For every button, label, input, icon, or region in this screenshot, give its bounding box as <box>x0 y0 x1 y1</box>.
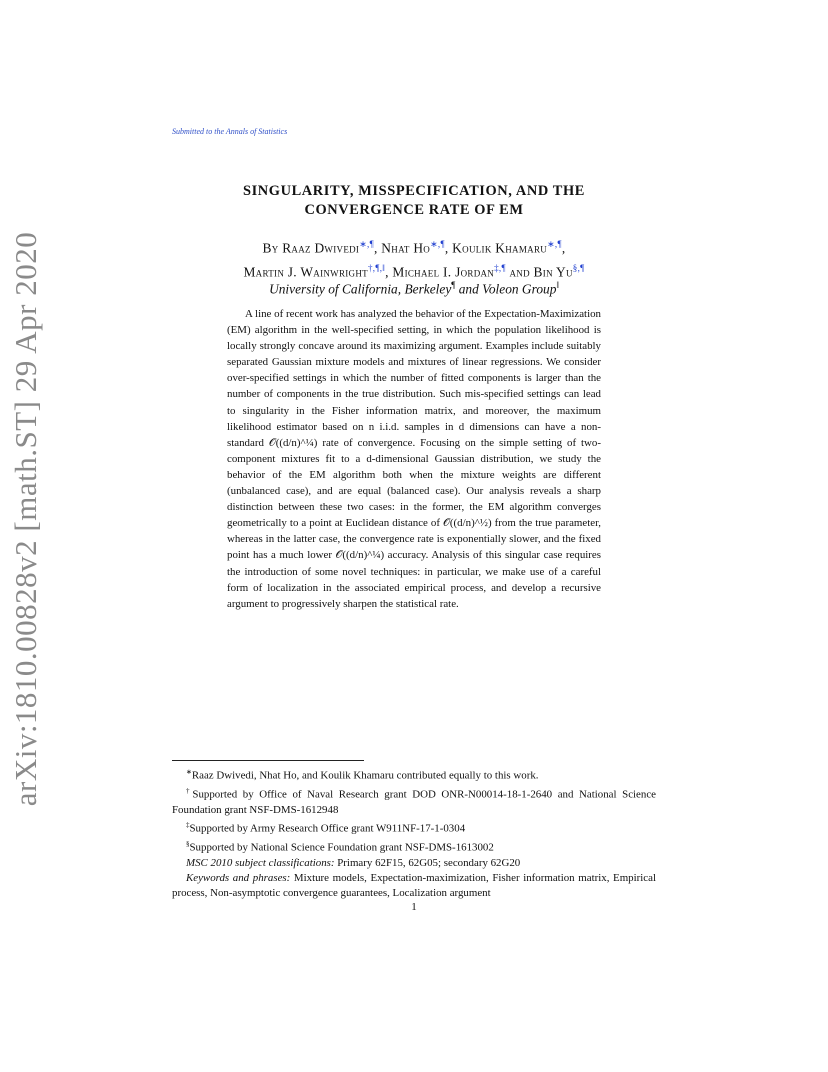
footnote-mark: ‡ <box>186 820 190 829</box>
affiliation-mark-1: ¶ <box>451 280 456 290</box>
page-number: 1 <box>411 901 417 913</box>
footnotes <box>172 765 656 901</box>
affiliation-part-2: and Voleon Group <box>455 281 557 297</box>
author-name: Nhat Ho <box>381 240 431 256</box>
paper-title <box>172 182 656 220</box>
author-line-2: Martin J. Wainwright†,¶,‖, Michael I. Jordan‡,¶ and Bin Yu§,¶ <box>243 263 585 280</box>
affiliation-part-1: University of California, Berkeley <box>269 281 452 297</box>
msc-text: Primary 62F15, 62G05; secondary 62G20 <box>334 856 521 869</box>
footnote-text: Raaz Dwivedi, Nhat Ho, and Koulik Khamaru contributed equally to this work. <box>191 769 539 782</box>
msc-label: MSC 2010 subject classifications: <box>186 856 335 869</box>
journal-note[interactable]: Submitted to the Annals of Statistics <box>172 127 288 136</box>
footnote <box>172 837 656 856</box>
footnote-text: Supported by Army Research Office grant W911NF-17-1-0304 <box>189 822 466 835</box>
author-name: Michael I. Jordan <box>392 264 495 280</box>
footnote-rule <box>172 760 364 761</box>
title-line-1: SINGULARITY, MISSPECIFICATION, AND THE <box>243 183 585 199</box>
author-list <box>160 234 668 283</box>
author-line-1: By Raaz Dwivedi∗,¶, Nhat Ho∗,¶, Koulik Khamaru∗,¶, <box>262 239 566 256</box>
affiliation <box>172 280 656 297</box>
arxiv-side-stamp: arXiv:1810.00828v2 [math.ST] 29 Apr 2020 <box>8 231 43 807</box>
title-line-2: CONVERGENCE RATE OF EM <box>304 202 524 218</box>
author-name: Martin J. Wainwright <box>243 264 368 280</box>
msc-classification <box>172 856 656 871</box>
abstract: A line of recent work has analyzed the behavior of the Expectation-Maximization (EM) algorithm in the well-specified setting, in which the population likelihood is locally strongly concave around its maximizing argument. Examples include suitably separated Gaussian mixture models and mixtures of linear regressions. We consider over-specified settings in which the number of fitted components is larger than the number of components in the true distribution. Such mis-specified settings can lead to singularity in the Fisher information matrix, and moreover, the maximum likelihood estimator based on n i.i.d. samples in d dimensions can have a non-standard 𝒪((d/n)^¼) rate of convergence. Focusing on the simple setting of two-component mixtures fit to a d-dimensional Gaussian distribution, we study the behavior of the EM algorithm both when the mixture weights are different (unbalanced case), and are equal (balanced case). Our analysis reveals a sharp distinction between these two cases: in the former, the EM algorithm converges geometrically to a point at Euclidean distance of 𝒪((d/n)^½) from the true parameter, whereas in the latter case, the convergence rate is exponentially slower, and the fixed point has a much lower 𝒪((d/n)^¼) accuracy. Analysis of this singular case requires the introduction of some novel techniques: in particular, we make use of a careful form of localization in the associated empirical process, and develop a recursive argument to progressively sharpen the statistical rate. <box>227 308 601 610</box>
footnote-text: Supported by National Science Foundation grant NSF-DMS-1613002 <box>189 841 494 854</box>
author-name: Bin Yu <box>533 264 573 280</box>
and-label: and <box>509 264 530 280</box>
author-footnote-marks[interactable]: ∗,¶ <box>547 239 562 249</box>
author-name: Raaz Dwivedi <box>282 240 360 256</box>
author-footnote-marks[interactable]: ∗,¶ <box>430 239 445 249</box>
footnote <box>172 765 656 784</box>
footnote <box>172 818 656 837</box>
affiliation-mark-2: ‖ <box>556 280 559 290</box>
keywords-text: Mixture models, Expectation-maximization, Fisher information matrix, Empirical process, Non-asymptotic convergence guarantees, Localization argument <box>172 871 656 899</box>
author-footnote-marks[interactable]: §,¶ <box>572 263 585 274</box>
author-footnote-marks[interactable]: †,¶,‖ <box>367 263 386 274</box>
footnote <box>172 784 656 818</box>
keywords <box>172 871 656 901</box>
author-name: Koulik Khamaru <box>452 240 548 256</box>
footnote-mark: § <box>186 839 190 848</box>
footnote-mark: † <box>186 786 193 795</box>
footnote-mark: ∗ <box>186 768 192 776</box>
footnote-text: Supported by Office of Naval Research grant DOD ONR-N00014-18-1-2640 and National Science Foundation grant NSF-DMS-1612948 <box>172 788 657 816</box>
author-footnote-marks[interactable]: ∗,¶ <box>359 239 374 249</box>
by-label: By <box>262 240 279 256</box>
author-footnote-marks[interactable]: ‡,¶ <box>494 263 506 274</box>
keywords-label: Keywords and phrases: <box>186 871 291 884</box>
